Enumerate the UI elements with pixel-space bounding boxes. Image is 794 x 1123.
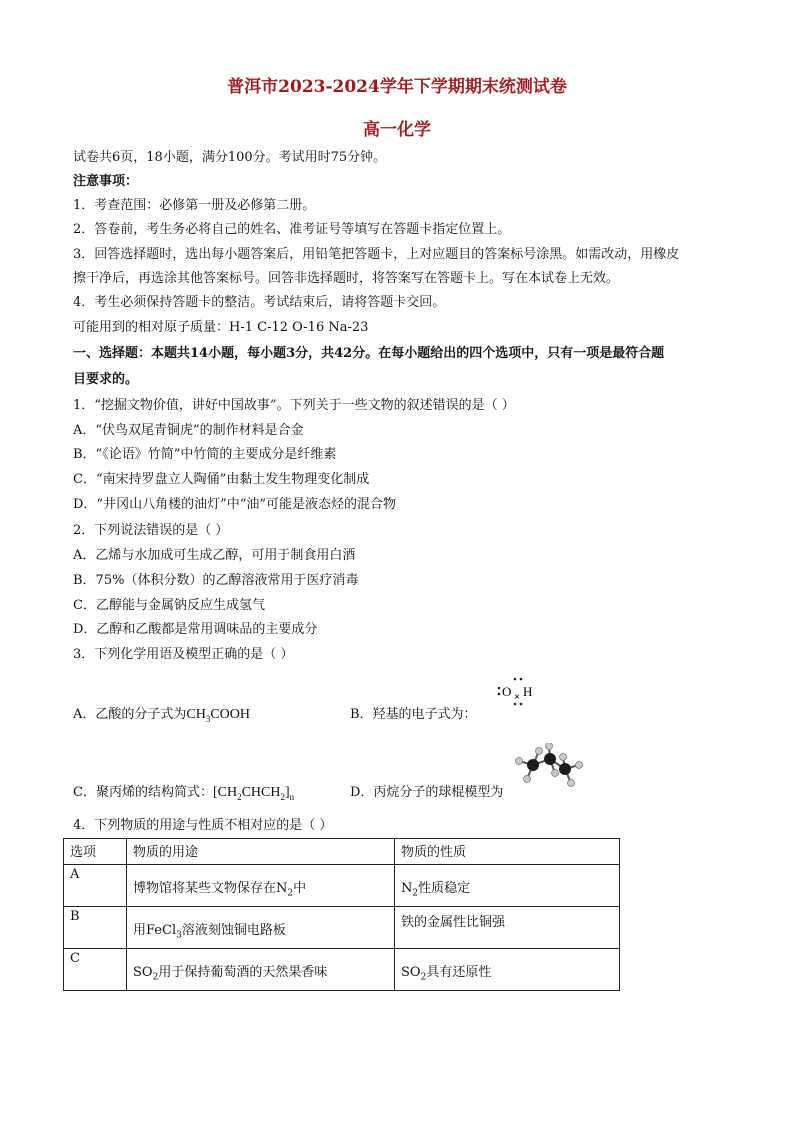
hydrogen-symbol: H [523,684,533,699]
row-property: 铁的金属性比铜强 [395,907,620,949]
note-item: 1．考查范围：必修第一册及必修第二册。 [73,198,316,213]
q3-option-c-text: C．聚丙烯的结构简式： [73,785,213,800]
polypropylene-formula: $[CH_2CHCH_2]_n$ [212,785,295,802]
atomic-mass-line: 可能用到的相对原子质量：H-1 C-12 O-16 Na-23 [73,320,369,335]
table-header-row [64,839,620,865]
row-option: C [64,949,127,991]
q3-option-c [73,785,294,801]
row-use: $SO_2$用于保持葡萄酒的天然果香味 [127,949,395,991]
note-item: 2．答卷前，考生务必将自己的姓名、准考证号等填写在答题卡指定位置上。 [73,222,511,237]
exam-intro: 试卷共6页，18小题，满分100分。考试用时75分钟。 [73,150,387,165]
q1-option-d: D．“井冈山八角楼的油灯”中“油”可能是液态烃的混合物 [73,497,397,512]
q3-stem: 3．下列化学用语及模型正确的是（ ） [73,647,294,662]
q4-options-table [63,838,620,991]
header-property: 物质的性质 [395,839,620,865]
q2-option-a: A．乙烯与水加成可生成乙醇，可用于制食用白酒 [73,548,356,563]
q3-option-d: D．丙烷分子的球棍模型为 [350,785,504,800]
table-row [64,949,620,991]
hydroxyl-electron-formula [485,676,545,720]
propane-ball-stick-model [513,743,585,793]
q2-option-b: B．75%（体积分数）的乙醇溶液常用于医疗消毒 [73,573,359,588]
q1-option-a: A．“伏鸟双尾青铜虎”的制作材料是合金 [73,423,304,438]
note-item: 4．考生必须保持答题卡的整洁。考试结束后，请将答题卡交回。 [73,295,446,310]
row-option: A [64,865,127,907]
row-property: $N_2$性质稳定 [395,865,620,907]
q1-option-b: B．“《论语》竹简”中竹简的主要成分是纤维素 [73,447,337,462]
q1-option-c: C．“南宋持罗盘立人陶俑”由黏土发生物理变化制成 [73,472,370,487]
row-use: 博物馆将某些文物保存在$N_2$中 [127,865,395,907]
q1-stem: 1．“挖掘文物价值，讲好中国故事”。下列关于一些文物的叙述错误的是（ ） [73,398,515,413]
q2-option-c: C．乙醇能与金属钠反应生成氢气 [73,598,265,613]
row-option: B [64,907,127,949]
notes-heading: 注意事项： [73,174,139,189]
section-heading: 一、选择题：本题共14小题，每小题3分，共42分。在每小题给出的四个选项中，只有一项是最符合题 [73,346,665,361]
q2-stem: 2．下列说法错误的是（ ） [73,523,229,538]
svg-text:×: × [514,692,520,703]
exam-title: 普洱市2023-2024学年下学期期末统测试卷 [227,77,567,97]
row-property: $SO_2$具有还原性 [395,949,620,991]
exam-subject: 高一化学 [363,120,431,140]
q3-option-a-text: A．乙酸的分子式为 [73,707,187,722]
row-use: 用FeCl$_3$溶液刻蚀铜电路板 [127,907,395,949]
q2-option-d: D．乙醇和乙酸都是常用调味品的主要成分 [73,622,318,637]
header-option: 选项 [64,839,127,865]
acetic-acid-formula: $CH_3COOH$ [186,707,251,724]
table-row [64,907,620,949]
section-heading-cont: 目要求的。 [73,372,139,387]
q4-stem: 4．下列物质的用途与性质不相对应的是（ ） [73,818,333,833]
oxygen-symbol: O [502,684,512,699]
q3-option-a [73,707,250,723]
note-item: 擦干净后，再选涂其他答案标号。回答非选择题时，将答案写在答题卡上。写在本试卷上无效。 [73,271,620,286]
header-use: 物质的用途 [127,839,395,865]
q3-option-b: B．羟基的电子式为： [350,707,477,722]
note-item: 3．回答选择题时，选出每小题答案后，用铅笔把答题卡，上对应题目的答案标号涂黑。如需改动，用橡皮 [73,247,680,262]
table-row [64,865,620,907]
